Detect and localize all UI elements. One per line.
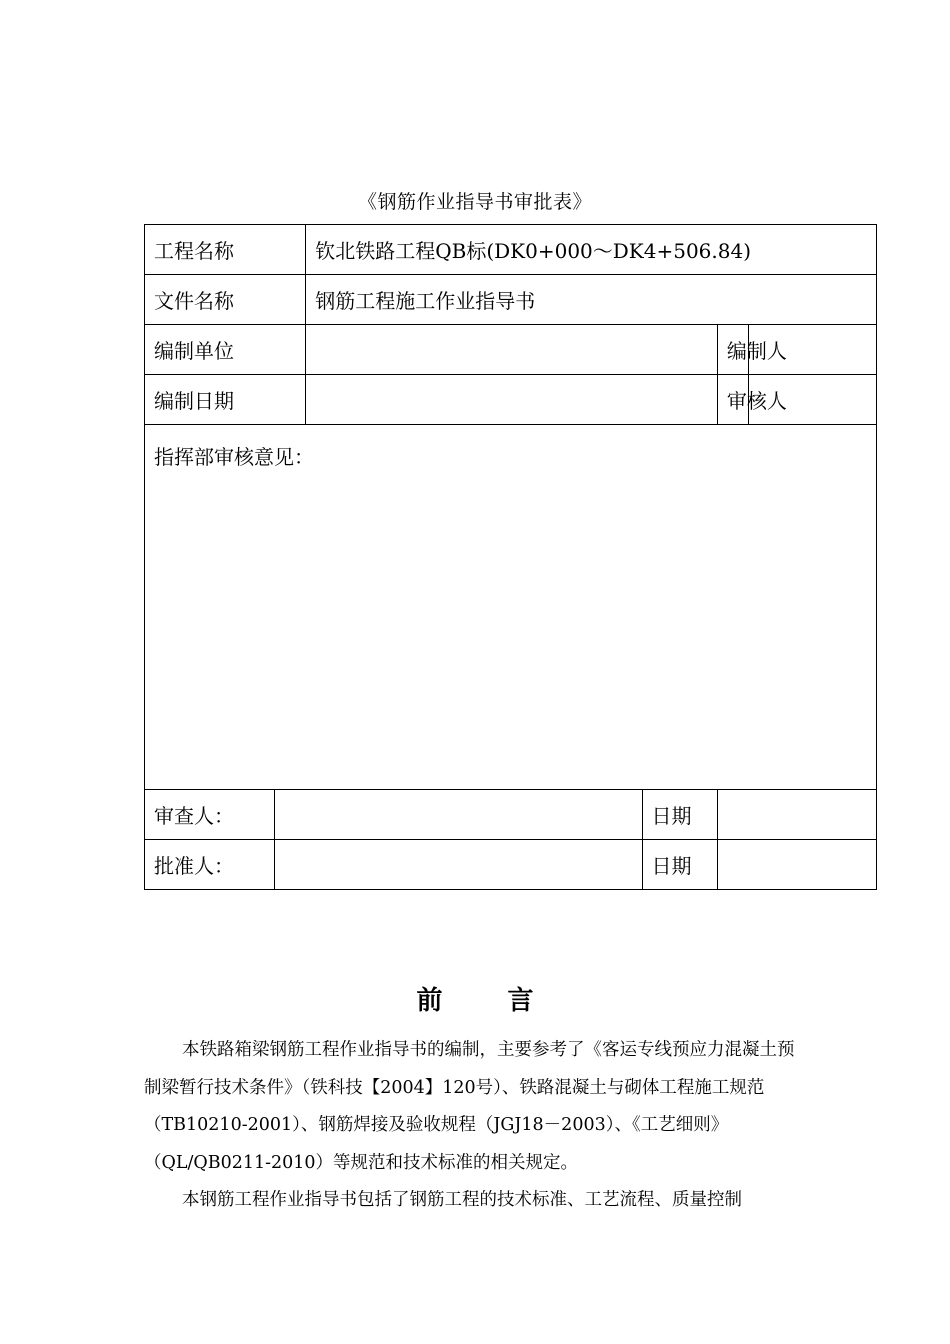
approval-form-table xyxy=(144,224,877,890)
project-name-label: 工程名称 xyxy=(145,225,306,275)
project-name-value: 钦北铁路工程QB标(DK0+000～DK4+506.84) xyxy=(306,225,877,275)
project-name-row xyxy=(145,225,877,275)
approver-date-label: 日期 xyxy=(642,840,717,890)
file-name-label: 文件名称 xyxy=(145,275,306,325)
opinion-box[interactable] xyxy=(145,425,877,790)
inspector-label: 审查人： xyxy=(145,790,275,840)
reviewer-label: 审核人 xyxy=(717,375,748,425)
preface-heading: 前 言 xyxy=(416,986,562,1016)
form-title: 《钢筋作业指导书审批表》 xyxy=(357,191,592,213)
preface-paragraph-1: 本铁路箱梁钢筋工程作业指导书的编制，主要参考了《客运专线预应力混凝土预制梁暂行技术条件》（铁科技【2004】120号）、铁路混凝土与砌体工程施工规范（TB10210-2001）、钢筋焊接及验收规程（JGJ18－2003）、《工艺细则》（QL/QB0211-2010）等规范和技术标准的相关规定。 xyxy=(144,1040,795,1173)
compile-date-field[interactable] xyxy=(306,375,718,425)
compiling-unit-label: 编制单位 xyxy=(145,325,306,375)
approver-row xyxy=(145,840,877,890)
compiling-unit-field[interactable] xyxy=(306,325,718,375)
file-name-value: 钢筋工程施工作业指导书 xyxy=(306,275,877,325)
compiling-unit-row xyxy=(145,325,877,375)
approver-label: 批准人： xyxy=(145,840,275,890)
compile-date-row xyxy=(145,375,877,425)
compiler-label: 编制人 xyxy=(717,325,748,375)
file-name-row xyxy=(145,275,877,325)
inspector-field[interactable] xyxy=(275,790,642,840)
inspector-date-label: 日期 xyxy=(642,790,717,840)
preface-paragraph-2: 本钢筋工程作业指导书包括了钢筋工程的技术标准、工艺流程、质量控制 xyxy=(182,1190,742,1210)
approver-date-field[interactable] xyxy=(717,840,876,890)
inspector-row xyxy=(145,790,877,840)
compile-date-label: 编制日期 xyxy=(145,375,306,425)
opinion-row xyxy=(145,425,877,790)
inspector-date-field[interactable] xyxy=(717,790,876,840)
approver-field[interactable] xyxy=(275,840,642,890)
opinion-label: 指挥部审核意见： xyxy=(154,445,314,469)
